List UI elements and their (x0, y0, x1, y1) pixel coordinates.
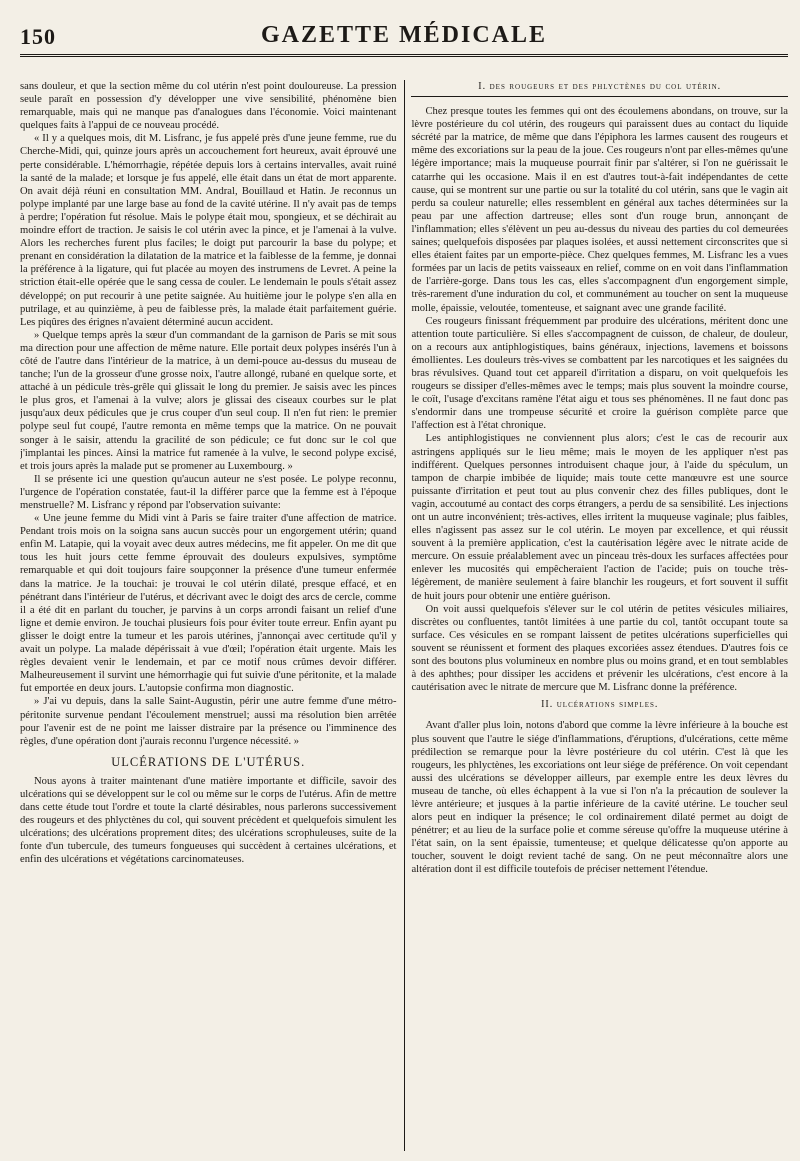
page-number: 150 (20, 24, 56, 49)
paragraph: sans douleur, et que la section même du col utérin n'est point douloureuse. La pression seule paraît en possession d'y développer une vive sensibilité, phénomène bien remarquable, mais qui ne manque pas d'analogues dans l'économie. Voici maintenant quelques faits à l'appui de ce nouveau procédé. (20, 81, 397, 132)
paragraph: Les antiphlogistiques ne conviennent plus alors; c'est le cas de recourir aux astringens appliqués sur le lieu même; mais le moyen de les appliquer n'est pas indifférent. Quelques personnes introduisent chaque jour, à l'aide du spéculum, un tampon de charpie imbibée de liquide; mais toute cette manœuvre est une source puissante d'irritation et peut tout au plus convenir chez des filles publiques, dont le vagin, accoutumé au contact des corps étrangers, a perdu de sa sensibilité. Les injections ont un autre inconvénient; très-actives, elles irritent la muqueuse vaginale; plus faibles, elles n'agissent pas assez sur le col utérin. Le moyen par excellence, et qui réussit souvent à la première application, c'est la cautérisation légère avec le nitrate acide de mercure. On essuie préalablement avec un pinceau très-doux les surfaces affectées pour enlever les mucosités qui empêcheraient l'action de l'acide; puis on touche très-légèrement, de manière seulement à faire blanchir les rougeurs, et fort souvent il suffit de huit jours pour obtenir une entière guérison. (411, 433, 788, 602)
paragraph: « Une jeune femme du Midi vint à Paris se faire traiter d'une affection de matrice. Pendant trois mois on la soigna sans aucun succès pour un engorgement utérin; quand enfin M. Latapie, qui la voyait avec deux autres médecins, me fit appeler. On me dit que tous les huit jours cette femme éprouvait des douleurs expulsives, symptôme remarquable et qui doit toujours faire soupçonner la présence d'une tumeur enfermée dans la matrice. Je la touchai: je trouvai le col utérin dilaté, presque effacé, et en pénétrant dans l'intérieur de l'utérus, et décrivant avec le doigt des arcs de cercle, comme il a été dit en parlant du toucher, je parvins à un corps arrondi faisant un relief d'une ligne et demie environ. Je touchai plusieurs fois pour éviter toute erreur. Enfin ayant pu glisser le doigt entre la tumeur et les parois utérines, j'annonçai avec certitude qu'il y avait un polype. La malade dépérissait à vue d'œil; l'opération était urgente. Mais les règles devaient venir le lendemain, et par ce motif nous crûmes devoir différer. Malheureusement il survint une hémorrhagie qui fut suivie d'une péritonite, et la malade fut emportée en deux jours. L'autopsie confirma mon diagnostic. (20, 513, 397, 695)
paragraph: Nous ayons à traiter maintenant d'une matière importante et difficile, savoir des ulcérations qui se développent sur le col ou même sur le corps de l'utérus. Afin de mettre dans cette étude tout l'ordre et toute la clarté désirables, nous parlerons successivement des rougeurs et des phlyctènes du col, qui souvent précèdent et quelquefois simulent les ulcérations; des ulcérations proprement dites; des ulcérations scrophuleuses, suite de la fonte d'un tubercule, des tumeurs fongueuses qui succèdent à certaines ulcérations, et enfin des ulcérations et végétations carcinomateuses. (20, 775, 397, 866)
subsection-heading: II. ulcérations simples. (541, 699, 659, 711)
header-rule (20, 54, 788, 57)
paragraph: Il se présente ici une question qu'aucun auteur ne s'est posée. Le polype reconnu, l'urgence de l'opération constatée, faut-il la différer parce que la femme est à l'époque menstruelle? M. Lisfranc y répond par l'observation suivante: (20, 473, 397, 511)
paragraph: » J'ai vu depuis, dans la salle Saint-Augustin, périr une autre femme d'une métro-péritonite survenue pendant l'écoulement menstruel; aussi ma résolution bien arrêtée pour l'avenir est de ne point me laisser distraire par la présence ou l'imminence des règles, d'une opération dont j'aurais reconnu l'urgence nécessité. » (20, 696, 397, 747)
journal-title: GAZETTE MÉDICALE (260, 22, 548, 48)
paragraph: Avant d'aller plus loin, notons d'abord que comme la lèvre inférieure à la bouche est plus souvent que l'autre le siége d'inflammations, d'éruptions, d'ulcérations, cette même prédilection se remarque pour la lèvre postérieure du col utérin. C'est là que les rougeurs, les phlyctènes, les excoriations ont leur siége de préférence. On voit cependant aussi des ulcérations se développer ailleurs, par exemple entre les deux lèvres du museau de tanche, où elles échappent à la vue si l'on n'a la précaution de soulever la lèvre antérieure; et jusques à la partie inférieure de la cavité utérine. Le toucher seul alors peut en indiquer la présence; le col ordinairement dilaté permet au doigt de pénétrer; et au lieu de la surface polie et comme séreuse qu'offre la muqueuse utérine à l'état sain, on la sent épaissie, tumenteuse; et quelque délicatesse qu'on apporte au toucher, souvent le doigt revient taché de sang. On ne peut méconnaître alors une altération dont il est difficile toutefois de préciser nettement l'étendue. (411, 720, 788, 876)
right-column (411, 80, 788, 1151)
column-divider (404, 80, 405, 1151)
section-heading: ULCÉRATIONS DE L'UTÉRUS. (111, 754, 306, 769)
left-column (20, 80, 397, 1151)
subsection-heading: I. des rougeurs et des phlyctènes du col utérin. (411, 80, 788, 97)
paragraph: « Il y a quelques mois, dit M. Lisfranc, je fus appelé près d'une jeune femme, rue du Cherche-Midi, qui, quinze jours après un accouchement fort heureux, avait éprouvé une perte considérable. L'hémorrhagie, répétée depuis lors à certains intervalles, avait ruiné la santé de la malade; et lorsque je fus appelé, elle était dans un état de mort apparente. On avait déjà réuni en consultation MM. Andral, Bouillaud et Hatin. Je reconnus un polype implanté par une large base au fond de la cavité utérine. Il n'y avait pas de temps à perdre; l'opération fut résolue. Mais le polype était mou, spongieux, et se déchirait au moindre effort de traction. Je saisis le col utérin avec la pince, et je l'amenai à la vulve. Alors les recherches furent plus faciles; le doigt put parcourir la base du polype; et prenant en considération la dilatation de la matrice et la faiblesse de la femme, je donnai la préférence à la ligature, qui fut placée au moyen des instrumens de Levret. A peine la striction était-elle opérée que le sang cessa de couler. Le lendemain le pouls s'était assez développé; on put recourir à une petite saignée. Au huitième jour le polype s'en alla en putrilage, et au quinzième, à peu de faiblesse près, la malade était parfaitement guérie. Les piqûres des érignes n'avaient déterminé aucun accident. (20, 133, 397, 328)
paragraph: Chez presque toutes les femmes qui ont des écoulemens abondans, on trouve, sur la lèvre postérieure du col utérin, des rougeurs qui paraissent dues au contact du liquide sécrété par la matrice, de même que dans l'épiphora les larmes causent des rougeurs et même des excoriations sur la peau de la joue. Ces rougeurs n'ont par elles-mêmes qu'une légère importance; mais la muqueuse pourrait finir par s'altérer, si l'on ne guérissait le catarrhe qui les occasione. Mais il en est d'autres tout-à-fait indépendantes de cette cause, qui se montrent sur une partie ou sur la totalité du col utérin, sans que le vagin ait perdu sa couleur naturelle; elles ressemblent en général aux taches déterminées sur la peau par une affection dartreuse; elles sont d'un rouge brun, annonçant de l'inflammation; elles s'élèvent un peu au-dessus du niveau des parties du col demeurées saines; quelquefois disposées par plaques isolées, et aussi nettement circonscrites que si elles étaient faites par un emporte-pièce. Chez quelques femmes, M. Lisfranc les a vues formées par un lacis de petits vaisseaux en relief, comme on en voit dans l'inflammation de l'arrière-gorge. Dans tous les cas, elles s'accompagnent d'un engorgement simple, très-rarement d'une induration du col, et communément au toucher on sent la muqueuse molle, épaissie, veloutée, tomenteuse, et saignant avec une grande facilité. (411, 106, 788, 314)
paragraph: » Quelque temps après la sœur d'un commandant de la garnison de Paris se mit sous ma direction pour une affection de même nature. Elle portait deux polypes insérés l'un à côté de l'autre dans l'intérieur de la matrice, à un demi-pouce au-dessus du museau de tanche; l'un de la grosseur d'une grosse noix, l'autre allongé, rubané en quelque sorte, et attaché à un pédicule très-grêle qui glissait le long du premier. Je saisis avec les pinces le plus gros, et l'amenai à la vulve; alors je glissai des ciseaux courbes sur le plat jusqu'aux deux pédicules que je crus couper d'un seul coup. Il n'en fut rien: le premier polype seul fut coupé, l'autre remonta en même temps que la matrice. On ne pouvait songer à le saisir, attendu la gracilité de son pédicule; ce fut donc sur le col que j'implantai les pinces. Ainsi la matrice fut ramenée à la vulve, le second polype excisé, et trois jours après la malade put se promener au Luxembourg. » (20, 329, 397, 472)
paragraph: On voit aussi quelquefois s'élever sur le col utérin de petites vésicules miliaires, discrètes ou confluentes, tantôt limitées à une partie du col, tantôt occupant toute sa surface. Ces vésicules en se rompant laissent de petites ulcérations superficielles qui souvent se réunissent et forment des plaques excoriées assez étendues. D'autres fois ce sont des boutons plus volumineux en nombre plus ou moins grand, et en tout semblables à des aphthes; pour dissiper les accidens et prévenir les ulcérations, c'est encore à la cautérisation avec le nitrate de mercure que M. Lisfranc donne la préférence. (411, 603, 788, 694)
page-header (20, 18, 788, 58)
columns (20, 80, 788, 1151)
paragraph: Ces rougeurs finissant fréquemment par produire des ulcérations, méritent donc une attention toute particulière. Si elles s'accompagnent de cuisson, de chaleur, de douleur, on a recours aux antiphlogistiques, bains généraux, injections, lavemens et boissons émollientes. Les douleurs très-vives se combattent par les narcotiques et les saignées du bras révulsives. Quand tout cet appareil d'irritation a disparu, on voit quelquefois les rougeurs se dissiper d'elles-mêmes avec le temps; mais plus souvent la moindre course, le coït, l'usage d'excitans ramène l'état aigu et tous ses phénomènes. Il ne faut donc pas s'endormir dans une trompeuse sécurité et croire la guérison complète parce que l'affection est à l'état chronique. (411, 315, 788, 432)
